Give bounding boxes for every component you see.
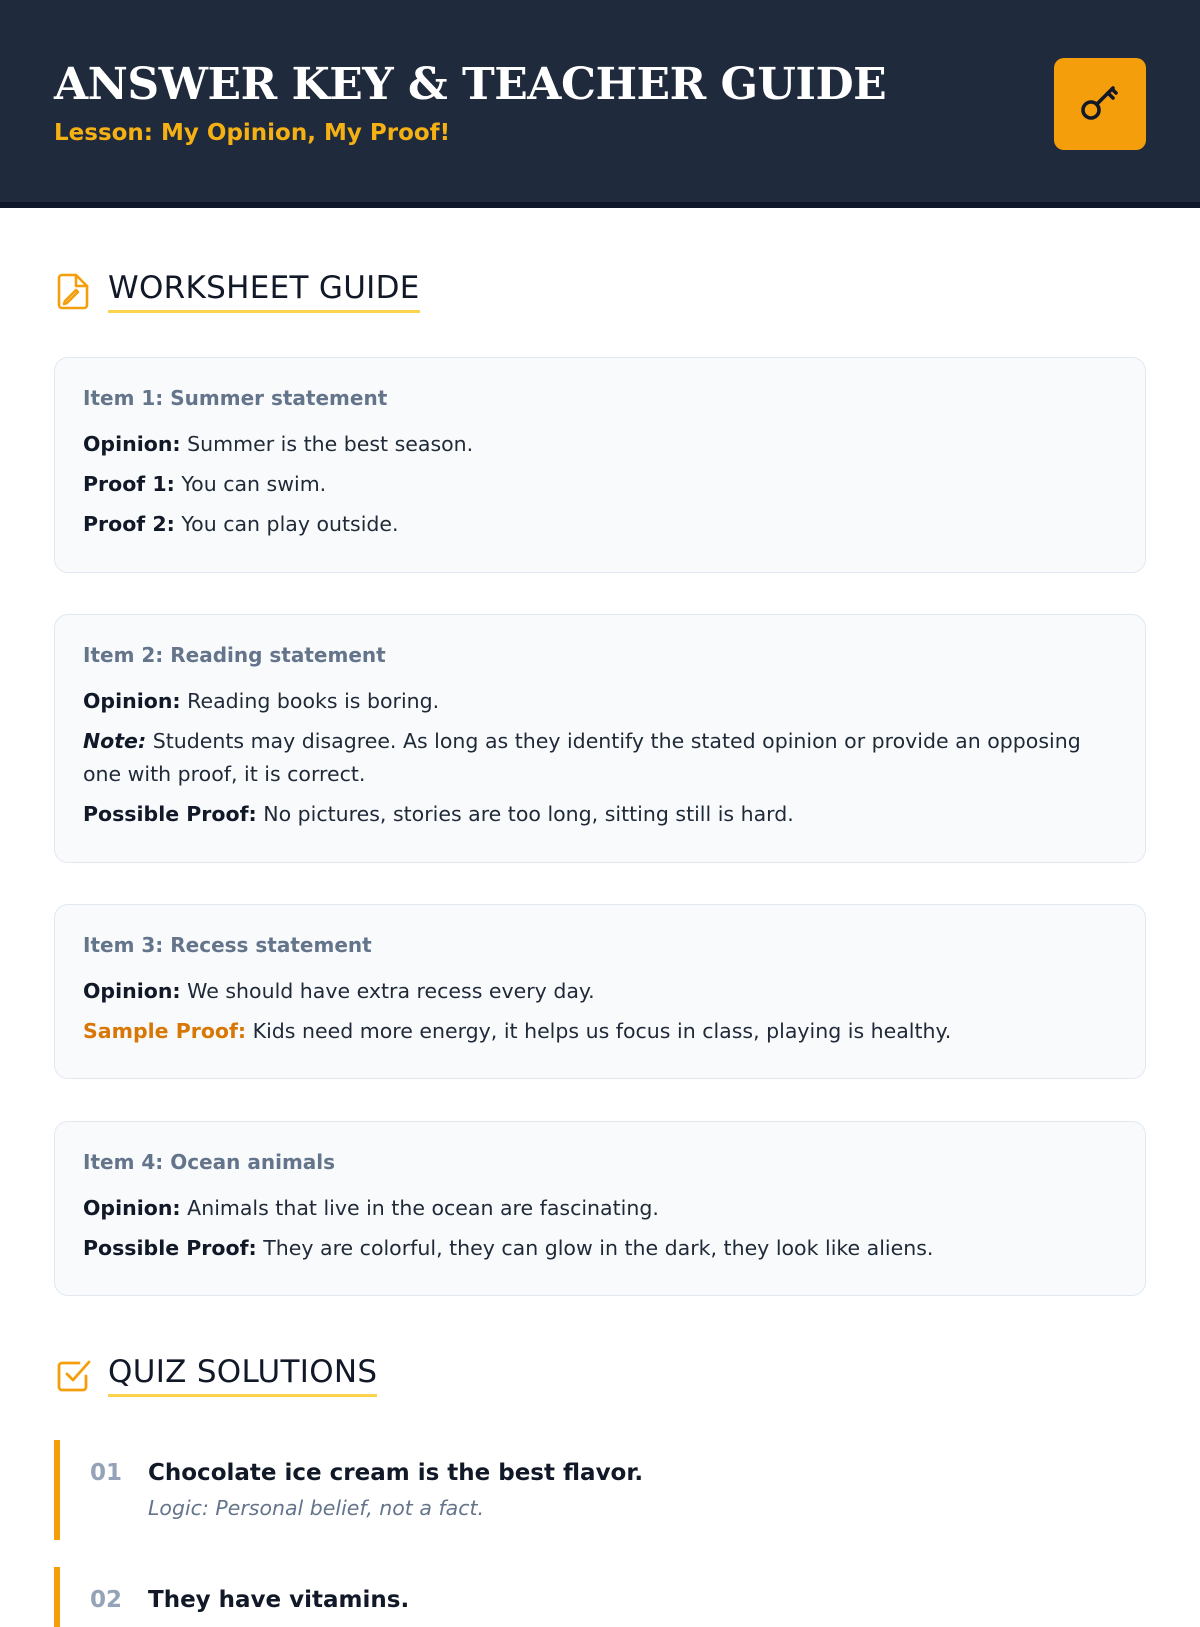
item-line (83, 975, 1117, 1008)
quiz-item-logic: Logic: Personal belief, not a fact. (148, 1496, 485, 1520)
worksheet-item-card (54, 357, 1146, 573)
line-value: You can play outside. (181, 512, 399, 536)
quiz-item-text: Chocolate ice cream is the best flavor. (148, 1460, 644, 1486)
item-line (83, 798, 1117, 831)
line-value: Animals that live in the ocean are fascinating. (187, 1196, 659, 1220)
worksheet-item-card (54, 1121, 1146, 1296)
worksheet-guide-title: WORKSHEET GUIDE (108, 268, 420, 313)
key-badge (1054, 58, 1146, 150)
quiz-item-number: 01 (90, 1460, 123, 1486)
quiz-item-text: They have vitamins. (148, 1587, 410, 1613)
item-label: Item 4: Ocean animals (83, 1150, 336, 1174)
line-key: Opinion: (83, 432, 181, 456)
item-label: Item 2: Reading statement (83, 643, 386, 667)
quiz-solutions-title: QUIZ SOLUTIONS (108, 1352, 377, 1397)
worksheet-item-card (54, 904, 1146, 1079)
item-line (83, 1192, 1117, 1225)
quiz-item-number: 02 (90, 1587, 123, 1613)
line-key: Sample Proof: (83, 1019, 247, 1043)
item-line (83, 1232, 1117, 1265)
line-key: Note: (83, 729, 147, 753)
item-line (83, 428, 1117, 461)
line-value: Summer is the best season. (187, 432, 474, 456)
line-value: You can swim. (181, 472, 327, 496)
file-edit-icon (54, 271, 94, 311)
line-value: Kids need more energy, it helps us focus in class, playing is healthy. (252, 1019, 952, 1043)
line-value: We should have extra recess every day. (187, 979, 595, 1003)
item-line (83, 685, 1117, 718)
line-value: No pictures, stories are too long, sitting still is hard. (263, 802, 794, 826)
quiz-item (54, 1440, 1146, 1540)
line-key: Possible Proof: (83, 802, 257, 826)
quiz-item (54, 1567, 1146, 1627)
item-line (83, 508, 1117, 541)
line-key: Opinion: (83, 1196, 181, 1220)
item-line (83, 1015, 1117, 1048)
item-label: Item 3: Recess statement (83, 933, 372, 957)
page-header (0, 0, 1200, 208)
line-key: Possible Proof: (83, 1236, 257, 1260)
item-line (83, 468, 1117, 501)
line-key: Proof 1: (83, 472, 175, 496)
item-label: Item 1: Summer statement (83, 386, 388, 410)
page-title: ANSWER KEY & TEACHER GUIDE (54, 59, 887, 110)
item-line (83, 725, 1117, 791)
line-value: Reading books is boring. (187, 689, 440, 713)
line-key: Proof 2: (83, 512, 175, 536)
line-key: Opinion: (83, 689, 181, 713)
line-value: Students may disagree. As long as they identify the stated opinion or provide an opposing one with proof, it is correct. (83, 729, 1081, 786)
worksheet-guide-heading (54, 268, 420, 313)
quiz-solutions-heading (54, 1352, 377, 1397)
line-value: They are colorful, they can glow in the dark, they look like aliens. (263, 1236, 934, 1260)
checkbox-icon (54, 1355, 94, 1395)
line-key: Opinion: (83, 979, 181, 1003)
lesson-subtitle: Lesson: My Opinion, My Proof! (54, 120, 451, 146)
worksheet-item-card (54, 614, 1146, 863)
key-icon (1075, 77, 1125, 131)
